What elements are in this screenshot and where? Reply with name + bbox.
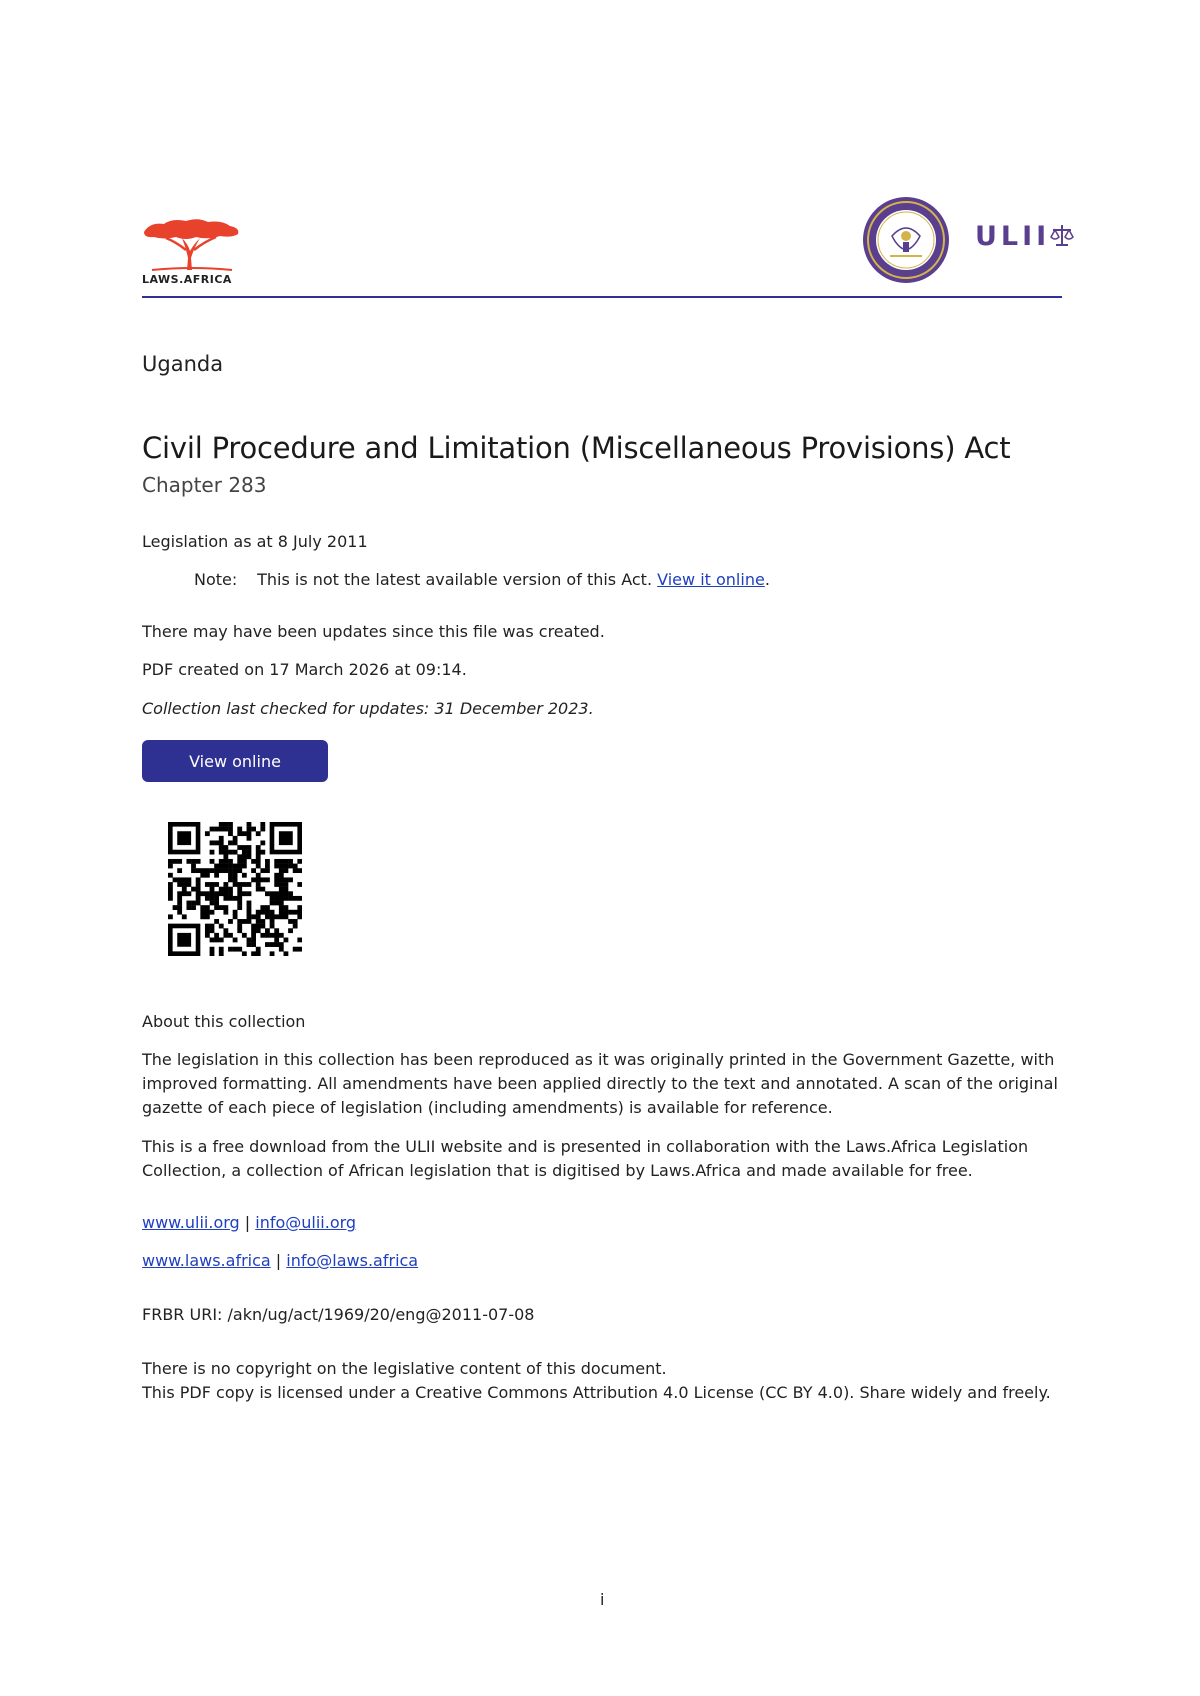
laws-africa-logo <box>142 218 242 288</box>
collection-checked-date: Collection last checked for updates: 31 December 2023. <box>142 699 594 718</box>
updates-notice: There may have been updates since this file was created. <box>142 622 605 641</box>
acacia-tree-icon <box>142 218 242 274</box>
about-p1-line-1: The legislation in this collection has been reproduced as it was originally printed in the Government Gazette, with <box>142 1050 1055 1069</box>
license-notice <box>142 1357 1062 1405</box>
chapter-number: Chapter 283 <box>142 473 267 497</box>
about-heading: About this collection <box>142 1012 306 1031</box>
country: Uganda <box>142 352 224 376</box>
page-number: i <box>600 1590 605 1609</box>
qr-code[interactable] <box>168 822 302 956</box>
about-paragraph-1 <box>142 1048 1062 1120</box>
note-text: This is not the latest available version of this Act. <box>257 570 653 589</box>
note-end: . <box>764 570 770 589</box>
laws-africa-email-link[interactable]: info@laws.africa <box>286 1251 419 1270</box>
note-label: Note: <box>194 570 238 589</box>
document-title: Civil Procedure and Limitation (Miscellaneous Provisions) Act <box>142 431 1011 465</box>
laws-africa-wordmark: LAWS.AFRICA <box>142 273 232 286</box>
about-p2-line-2: Collection, a collection of African legislation that is digitised by Laws.Africa and made available for free. <box>142 1161 973 1180</box>
about-p2-line-1: This is a free download from the ULII website and is presented in collaboration with the Laws.Africa Legislation <box>142 1137 1029 1156</box>
frbr-uri: FRBR URI: /akn/ug/act/1969/20/eng@2011-07-08 <box>142 1305 535 1324</box>
header-divider <box>142 296 1062 298</box>
ulii-links <box>142 1213 356 1232</box>
view-it-online-link[interactable]: View it online <box>657 570 765 589</box>
about-p1-line-3: gazette of each piece of legislation (including amendments) is available for reference. <box>142 1098 833 1117</box>
ulii-website-link[interactable]: www.ulii.org <box>142 1213 240 1232</box>
uganda-judiciary-seal <box>862 196 950 284</box>
about-p1-line-2: improved formatting. All amendments have been applied directly to the text and annotated. A scan of the original <box>142 1074 1058 1093</box>
pdf-created-date: PDF created on 17 March 2026 at 09:14. <box>142 660 467 679</box>
license-line-1: There is no copyright on the legislative content of this document. <box>142 1359 667 1378</box>
legislation-as-at: Legislation as at 8 July 2011 <box>142 532 368 551</box>
ulii-logo <box>975 222 1074 262</box>
link-separator: | <box>244 1213 251 1232</box>
ulii-email-link[interactable]: info@ulii.org <box>255 1213 357 1232</box>
version-note <box>194 570 770 589</box>
ulii-wordmark: ULII <box>975 221 1051 252</box>
about-paragraph-2 <box>142 1135 1062 1183</box>
link-separator: | <box>275 1251 282 1270</box>
view-online-button[interactable]: View online <box>142 740 328 782</box>
ulii-scales-icon <box>1050 222 1074 248</box>
laws-africa-links <box>142 1251 418 1270</box>
laws-africa-website-link[interactable]: www.laws.africa <box>142 1251 271 1270</box>
license-line-2: This PDF copy is licensed under a Creative Commons Attribution 4.0 License (CC BY 4.0). Share widely and freely. <box>142 1383 1051 1402</box>
